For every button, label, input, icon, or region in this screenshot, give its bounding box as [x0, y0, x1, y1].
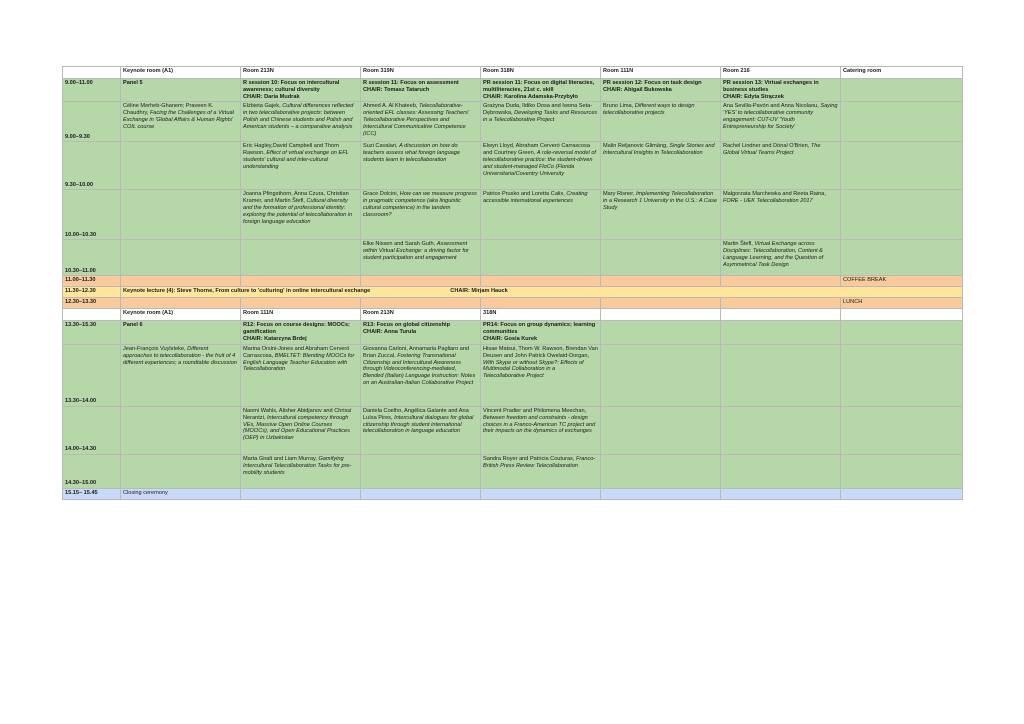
- talk-cell: [121, 454, 241, 488]
- talk-cell: [241, 102, 361, 142]
- talk-cell: [361, 406, 481, 454]
- talk-title: Franco-British Press Review Telecollaboration: [483, 455, 596, 469]
- talk-authors: Martin Štefl,: [723, 241, 753, 248]
- talk-authors: Mary Risner,: [603, 191, 635, 198]
- empty-cell: [601, 406, 721, 454]
- empty-cell: [841, 406, 963, 454]
- session-title: R13: Focus on global citizenship: [363, 322, 451, 329]
- lunch-row: [63, 298, 963, 309]
- talk-cell: [721, 240, 841, 276]
- talk-cell: [241, 190, 361, 240]
- timeslot-row: [63, 190, 963, 240]
- session-header: [241, 79, 361, 102]
- talk-title: Different ways to design telecollaborative projects: [603, 103, 695, 117]
- empty-cell: [601, 454, 721, 488]
- talk-authors: Elke Nissen and Sarah Guth,: [363, 241, 436, 248]
- keynote-time: 11.30–12.30: [63, 287, 121, 298]
- talk-cell: [481, 344, 601, 406]
- session-header: [241, 321, 361, 344]
- talk-authors: Małgorzata Marchewka and Reeta Raina,: [723, 191, 826, 198]
- session-chair: CHAIR: Daria Mudrak: [243, 93, 300, 100]
- talk-cell: [481, 240, 601, 276]
- session-title: R12: Focus on course designs: MOOCs; gamification: [243, 322, 350, 336]
- talk-cell: [121, 190, 241, 240]
- lunch-time: 12.30–13.30: [63, 298, 121, 309]
- session-chair: CHAIR: Tomasz Tataruch: [363, 86, 430, 93]
- session-header: [361, 321, 481, 344]
- talk-cell: [601, 240, 721, 276]
- session-title: R session 10: Focus on intercultural awareness; cultural diversity: [243, 80, 340, 93]
- panel-label: Panel 5: [121, 79, 241, 102]
- talk-title: The Global Virtual Teams Project: [723, 143, 821, 157]
- talk-cell: [481, 102, 601, 142]
- talk-authors: Suzi Cavalari,: [363, 143, 398, 150]
- timeslot-row: [63, 344, 963, 406]
- panel-label: Panel 6: [121, 321, 241, 344]
- talk-authors: Vincent Pradier and Philomena Meechan,: [483, 407, 587, 414]
- session-chair: CHAIR: Abigail Bukowska: [603, 86, 672, 93]
- talk-title: Single Stories and Intercultural Insights in Telecollaboration: [603, 143, 715, 157]
- talk-authors: Jean-François Vuylsteke,: [123, 345, 186, 352]
- column-header: [721, 309, 841, 321]
- talk-title: Cultural diversity and the formation of professional identity: exploring the potential of telecollaboration in foreign language education: [243, 198, 353, 225]
- session-title: R session 11: Focus on assessment: [363, 80, 459, 86]
- talk-authors: Céline Merheb-Ghanem; Praveen K. Chaudhry,: [123, 103, 214, 117]
- talk-cell: [361, 240, 481, 276]
- empty-cell: [841, 344, 963, 406]
- keynote-chair: CHAIR: Mirjam Hauck: [450, 288, 508, 295]
- timeslot-row: [63, 406, 963, 454]
- session-title: PR session 11: Focus on digital literacies, multiliteracies, 21st c. skill: [483, 80, 595, 93]
- morning-session-row: [63, 79, 963, 102]
- talk-authors: Rachel Lindner and Dónal O'Brien,: [723, 143, 810, 150]
- column-header: Keynote room (A1): [121, 309, 241, 321]
- talk-cell: [481, 406, 601, 454]
- talk-cell: [721, 142, 841, 190]
- talk-title: Between freedom and constraints - design choices in a Franco-American TC project and their impacts on the dynamics of exchanges: [483, 414, 596, 435]
- session-title: PR session 13: Virtual exchanges in business studies: [723, 80, 819, 93]
- session-time: 9.00–11.00: [63, 79, 121, 102]
- talk-title: Virtual Exchange across Disciplines: Telecollaboration, Content & Language Learning, and the Question of Asymmetrical Task Design: [723, 241, 824, 268]
- column-header: Room 216: [721, 67, 841, 79]
- talk-title: Effect of virtual exchange on EFL students' cultural and inter-cultural understanding: [243, 150, 349, 170]
- slot-time: 9.30–10.00: [63, 142, 121, 190]
- slot-time: 10.30–11.00: [63, 240, 121, 276]
- talk-cell: [601, 102, 721, 142]
- column-header: 318N: [481, 309, 601, 321]
- talk-authors: Ana Sevilla-Pavón and Anna Nicolaou,: [723, 103, 819, 110]
- session-chair: CHAIR: Karolina Adamska-Przybyło: [483, 93, 578, 100]
- talk-cell: [601, 190, 721, 240]
- session-chair: CHAIR: Edyta Strączek: [723, 93, 784, 100]
- coffee-time: 11.00–11.30: [63, 276, 121, 287]
- talk-title: Saying 'YES' to telecollaborative community engagement: CUT-UV 'Youth Entrepreneurship for Society': [723, 103, 838, 130]
- talk-title: With Skype or without Skype?: Effects of Multimodal Collaboration in a Telecollaborative Project: [483, 359, 584, 380]
- slot-time: 14.30–15.00: [63, 454, 121, 488]
- keynote-cell: [121, 287, 963, 298]
- talk-cell: [481, 190, 601, 240]
- session-title: PR session 12: Focus on task design: [603, 80, 702, 86]
- timeslot-row: [63, 102, 963, 142]
- timeslot-row: [63, 454, 963, 488]
- talk-authors: Marta Giralt and Liam Murray,: [243, 455, 317, 462]
- column-header: [601, 309, 721, 321]
- talk-title: How can we measure progress in pragmatic competence (aka linguistic cultural competence) in the tandem classroom?: [363, 191, 477, 218]
- empty-cell: [841, 321, 963, 344]
- talk-authors: Hisae Matsui, Thom W. Rawson, Brendan Van Deusen and John Patrick Owelaid-Dorgan,: [483, 345, 598, 359]
- talk-title: Gamifying Intercultural Telecollaboration Tasks for pre-mobility students: [243, 455, 352, 476]
- column-header: Room 213N: [241, 67, 361, 79]
- talk-title: Implementing Telecollaboration in a Research 1 University in the U.S.: A Case Study: [603, 191, 717, 212]
- closing-row: [63, 488, 963, 499]
- talk-title: Creating accessible international experiences: [483, 191, 588, 205]
- talk-authors: Elwyn Lloyd, Abraham Cerveró Carrascosa and Courtney Green,: [483, 143, 590, 157]
- session-chair: CHAIR: Anna Turula: [363, 329, 417, 336]
- slot-time: 9.00–9.30: [63, 102, 121, 142]
- keynote-row: [63, 287, 963, 298]
- keynote-text: Keynote lecture (4): Steve Thorne, From culture to 'culturing' in online intercultural exchange: [123, 288, 371, 295]
- lunch-label: LUNCH: [841, 298, 963, 309]
- talk-authors: Eric Hagley,David Campbell and Thom Rawson,: [243, 143, 339, 157]
- talk-authors: Bruno Lima,: [603, 103, 634, 110]
- talk-cell: [241, 344, 361, 406]
- talk-cell: [241, 454, 361, 488]
- talk-cell: [121, 142, 241, 190]
- talk-authors: Patrice Prusko and Loretta Calix,: [483, 191, 565, 198]
- talk-title: Fostering Transnational Citizenship and Intercultural Awareness through Videoconferencing-mediated, Blended (Italian) Language Instruction: Notes on an Australian-Italian Collaborative Project: [363, 352, 476, 386]
- schedule-table: [62, 66, 963, 500]
- talk-cell: [721, 102, 841, 142]
- column-header: [63, 67, 121, 79]
- talk-authors: Elżbieta Gajek,: [243, 103, 281, 110]
- talk-authors: Sandra Royer and Patricia Couturas,: [483, 455, 575, 462]
- talk-title: Different approaches to telecollaboration - the fruit of 4 different experiences; a roundtable discussion: [123, 345, 237, 366]
- talk-cell: [361, 102, 481, 142]
- empty-cell: [721, 321, 841, 344]
- talk-cell: [841, 102, 963, 142]
- session-header: [481, 79, 601, 102]
- empty-cell: [841, 79, 963, 102]
- talk-authors: Daniela Coelho, Angélica Galante and Ana Luísa Pires,: [363, 407, 469, 421]
- talk-cell: [721, 190, 841, 240]
- empty-cell: [841, 454, 963, 488]
- talk-cell: [361, 190, 481, 240]
- session-chair: CHAIR: Gosia Kurek: [483, 336, 538, 343]
- column-header: [841, 309, 963, 321]
- talk-authors: Giovanna Carloni, Annamaria Pagliaro and Brian Zuccal,: [363, 345, 470, 359]
- session-header: [361, 79, 481, 102]
- talk-cell: [121, 406, 241, 454]
- talk-authors: Grace Dolcini,: [363, 191, 399, 198]
- talk-cell: [241, 406, 361, 454]
- talk-cell: [241, 240, 361, 276]
- talk-title: A role-reversal model of telecollaborative practice: the student-driven and student-managed FloCo (Florida Universitaria/Coventry University: [483, 150, 596, 177]
- talk-cell: [481, 142, 601, 190]
- column-header: Room 111N: [241, 309, 361, 321]
- talk-title: Intercultural dialogues for global citizenship through student international telecollaboration in language education: [363, 414, 474, 435]
- slot-time: 10.00–10.30: [63, 190, 121, 240]
- column-header: Room 319N: [361, 67, 481, 79]
- talk-title: Intercultural competency through VEs, Massive Open Online Courses (MOOCs), and Open Educational Practices (OEP) in Uzbekistan: [243, 414, 350, 442]
- talk-cell: [841, 190, 963, 240]
- slot-time: 14.00–14.30: [63, 406, 121, 454]
- talk-authors: Malin Reljanovic Glimäng,: [603, 143, 668, 150]
- session-chair: CHAIR: Katarzyna Brdej: [243, 336, 307, 343]
- talk-cell: [361, 344, 481, 406]
- talk-authors: Joanna Pfingsthorn, Anna Czura, Christian Kramer, and Martin Štefl,: [243, 191, 349, 205]
- talk-cell: [121, 102, 241, 142]
- empty-cell: [721, 344, 841, 406]
- talk-cell: [601, 142, 721, 190]
- talk-authors: Naomi Wahls, Alisher Abidjanov and Chrissi Nerantzi,: [243, 407, 352, 421]
- talk-cell: [361, 142, 481, 190]
- talk-cell: [121, 344, 241, 406]
- column-header: Room 111N: [601, 67, 721, 79]
- empty-cell: [601, 344, 721, 406]
- column-header: Room 318N: [481, 67, 601, 79]
- column-header: [63, 309, 121, 321]
- talk-cell: [841, 142, 963, 190]
- talk-title: Developing Tasks and Resources in a Telecollaborative Project: [483, 110, 598, 124]
- session-header: [721, 79, 841, 102]
- talk-authors: Grażyna Duda, Ildiko Dosa and Iwona Seta-Dębrowska,: [483, 103, 593, 117]
- talk-cell: [481, 454, 601, 488]
- session-header: [601, 79, 721, 102]
- talk-cell: [121, 240, 241, 276]
- talk-title: A discussion on how do teachers assess what foreign language students learn in telecollaboration: [363, 143, 461, 164]
- talk-title: FORE - UEK Telecollaboration 2017: [723, 198, 813, 205]
- talk-title: Assessment within Virtual Exchange: a driving factor for student participation and engagement: [363, 241, 469, 262]
- morning-header-row: [63, 67, 963, 79]
- session-title: PR14: Focus on group dynamics; learning communities: [483, 322, 596, 336]
- closing-label: Closing ceremony: [121, 488, 241, 499]
- talk-title: BMELTET: Blending MOOCs for English Language Teacher Education with Telecollaboration: [243, 352, 355, 373]
- afternoon-header-row: [63, 309, 963, 321]
- talk-cell: [241, 142, 361, 190]
- column-header: Keynote room (A1): [121, 67, 241, 79]
- empty-cell: [721, 454, 841, 488]
- coffee-break-row: [63, 276, 963, 287]
- session-time: 13.30–15.30: [63, 321, 121, 344]
- talk-authors: Ahmed A. Al Khateeb,: [363, 103, 418, 110]
- session-header: [481, 321, 601, 344]
- talk-title: Facing the Challenges of a Virtual Exchange in 'Global Affairs & Human Rights' COIL course: [123, 110, 234, 130]
- column-header: Room 213N: [361, 309, 481, 321]
- talk-cell: [361, 454, 481, 488]
- empty-cell: [601, 321, 721, 344]
- coffee-label: COFFEE BREAK: [841, 276, 963, 287]
- column-header: Catering room: [841, 67, 963, 79]
- afternoon-session-row: [63, 321, 963, 344]
- timeslot-row: [63, 142, 963, 190]
- talk-authors: Marina Orsini-Jones and Abraham Cerveró Carrascosa,: [243, 345, 350, 359]
- closing-time: 15.15– 15.45: [63, 488, 121, 499]
- timeslot-row: [63, 240, 963, 276]
- talk-title: Telecollaborative-oriented EFL classes: Assessing Teachers' Telecollaborative Perspectives and Intercultural Communicative Competence (ICC): [363, 103, 469, 137]
- empty-cell: [721, 406, 841, 454]
- talk-cell: [841, 240, 963, 276]
- slot-time: 13.30–14.00: [63, 344, 121, 406]
- talk-title: Cultural differences reflected in two telecollaborative projects: between Polish and Chinese students and Polish and American students – a comparative analysis: [243, 103, 354, 130]
